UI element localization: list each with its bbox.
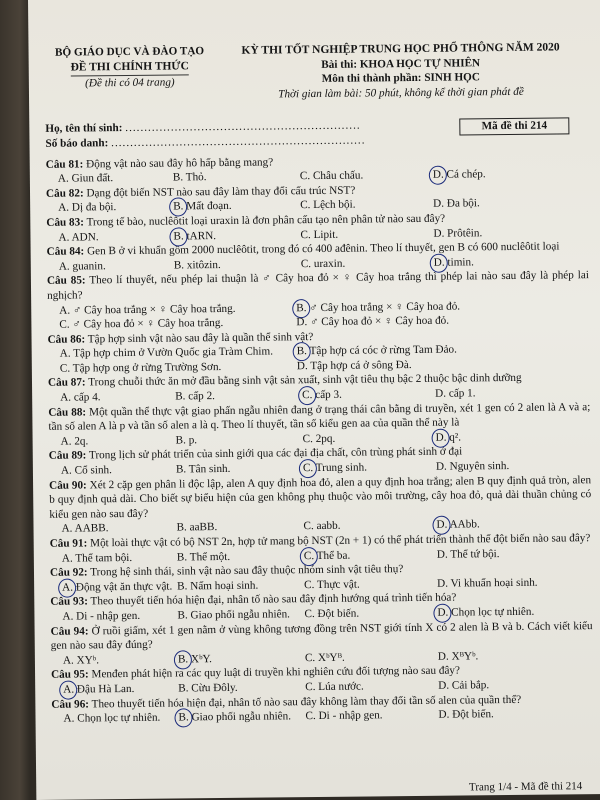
question-stem: Câu 86: Tập hợp sinh vật nào sau đây là quần thể sinh vật? [47,330,314,346]
answer-option[interactable]: C. Lệch bội. [300,198,356,212]
question-stem: Câu 85: Theo lí thuyết, nếu phép lai thuận là ♂ Cây hoa đỏ × ♀ Cây hoa trắng thì phép lai nào sau đây là phép lai nghịch? [46,269,589,302]
answer-option[interactable]: A. XYᵇ. [62,654,100,667]
question-number: Câu 88: [48,406,87,419]
question-stem: Câu 91: Một loài thực vật có bộ NST 2n, hợp tử mang bộ NST (2n + 1) có thể phát triển thành thể đột biến nào sau đây? [49,532,591,550]
answer-option[interactable]: A. Di - nhập gen. [62,609,141,623]
answer-option[interactable]: D. Cải bắp. [438,679,490,692]
question-number: Câu 83: [46,216,85,229]
answer-option[interactable]: B. Nấm hoại sinh. [177,579,259,593]
subject-name: Môn thi thành phần: SINH HỌC [321,71,481,86]
answer-option[interactable]: A. AABB. [61,522,109,536]
answer-option[interactable]: C. Di - nhập gen. [305,709,383,723]
question-number: Câu 93: [50,595,88,609]
question-number: Câu 84: [46,245,85,258]
answer-option-circled[interactable]: D. q². [436,429,591,445]
question-stem: Câu 88: Một quần thể thực vật giao phấn ngẫu nhiên đang ở trạng thái cân bằng di truyền, xét 1 gen có 2 alen là A và a; tần số alen A là p và tần số alen a là q. Theo lí thuyết, tần số kiểu gen aa của quần thể này là [48,400,591,434]
answer-option-circled[interactable]: D. Chọn lọc tự nhiên. [437,604,592,620]
question-number: Câu 85: [46,274,86,288]
answer-option[interactable]: A. cấp 4. [60,391,101,404]
answer-option[interactable]: D. Vi khuẩn hoại sinh. [437,576,538,590]
question-number: Câu 89: [48,449,87,463]
answer-option[interactable]: C. ♂ Cây hoa đỏ × ♀ Cây hoa trắng. [59,317,224,331]
candidate-fields [45,119,365,152]
answer-option[interactable]: C. XᵇYᴮ. [304,651,345,664]
answer-option[interactable]: A. 2q. [60,435,89,448]
answer-option[interactable]: B. Giao phối ngẫu nhiên. [177,608,290,622]
answer-option[interactable]: B. cấp 2. [175,390,216,403]
question-number: Câu 82: [45,187,84,200]
answer-option[interactable]: B. Thể một. [176,550,231,564]
answer-option[interactable]: D. Đột biến. [438,708,494,721]
answer-option[interactable]: B. Cừu Đôly. [178,681,238,695]
question-item [47,239,589,274]
answer-option[interactable]: D. cấp 1. [435,387,476,400]
exam-code-box: Mã đề thi 214 [459,118,569,136]
answer-option[interactable]: A. ADN. [58,230,99,244]
answer-option-circled[interactable]: A. Đậu Hà Lan. [63,681,178,697]
candidate-id-row [45,133,365,151]
answer-option[interactable]: B. aaBB. [176,521,218,534]
candidate-id-dots: ................................................................... [111,134,366,150]
answer-option[interactable]: A. Cổ sinh. [60,464,112,477]
answer-option[interactable]: B. p. [175,434,198,447]
answer-option[interactable]: B. Tân sinh. [175,462,231,476]
answer-option[interactable]: C. Tập hợp ong ở rừng Trường Sơn. [59,360,222,375]
question-item [46,152,588,187]
official-label: ĐỀ THI CHÍNH THỨC [70,59,188,77]
question-stem: Câu 81: Động vật nào sau đây hô hấp bằng mang? [45,156,274,171]
question-item [46,181,588,216]
answer-option[interactable]: A. Dị đa bội. [58,201,117,215]
question-stem: Câu 89: Trong lịch sử phát triển của sinh giới qua các đại địa chất, côn trùng phát sinh ở đại [48,445,463,463]
answer-option[interactable]: C. Đột biến. [304,607,360,621]
question-number: Câu 90: [49,479,87,492]
question-stem: Câu 96: Theo thuyết tiến hóa hiện đại, nhân tố nào sau đây không làm thay đổi tần số alen của quần thể? [51,693,522,711]
answer-option[interactable]: C. 2pq. [302,432,336,445]
page-footer: Trang 1/4 - Mã đề thi 214 [468,780,583,794]
answer-option[interactable]: A. guanin. [58,259,106,273]
answer-option[interactable]: A. Chọn lọc tự nhiên. [63,711,161,725]
question-item [50,531,592,566]
candidate-name-label: Họ, tên thí sinh: [45,122,123,136]
question-list [46,152,594,727]
answer-option-circled[interactable]: D. timin. [434,254,589,270]
question-number: Câu 91: [49,537,88,550]
answer-option[interactable]: D. ♂ Cây hoa đỏ × ♀ Cây hoa đỏ. [296,314,450,329]
answer-option[interactable]: C. Châu chấu. [299,169,364,183]
candidate-id-label: Số báo danh: [45,137,109,150]
exam-paper [28,0,600,800]
question-item [47,268,590,332]
answer-option-circled[interactable]: B. Giao phối ngẫu nhiên. [178,709,305,725]
question-item [46,210,588,245]
test-name: Bài thi: KHOA HỌC TỰ NHIÊN [321,56,481,71]
answer-options [48,341,590,376]
question-item [49,444,591,479]
candidate-info [45,117,587,152]
answer-option[interactable]: C. Lúa nước. [305,680,364,694]
ministry-name: BỘ GIÁO DỤC VÀ ĐÀO TẠO [54,45,205,59]
answer-option-circled[interactable]: B. tARN. [173,228,300,244]
answer-option-circled[interactable]: D. AAbb. [436,517,591,533]
question-stem: Câu 84: Gen B ở vi khuẩn gồm 2000 nuclêôtit, trong đó có 400 ađênin. Theo lí thuyết, gen B có 600 nuclêôtit loại [46,240,560,258]
pages-note: (Đề thi có 04 trang) [85,76,175,90]
exam-header [44,40,587,104]
question-stem: Câu 87: Trong chuỗi thức ăn mở đầu bằng sinh vật sản xuất, sinh vật tiêu thụ bậc 2 thuộc bậc dinh dưỡng [47,372,522,390]
answer-option[interactable]: A. Tập hợp chim ở Vườn Quốc gia Tràm Chim. [59,345,274,360]
answer-option[interactable]: D. XᴮYᵇ. [437,650,479,663]
answer-option-circled[interactable]: B. ♂ Cây hoa trắng × ♀ Cây hoa đỏ. [296,298,589,316]
question-item [48,400,590,449]
question-number: Câu 81: [45,157,84,171]
question-number: Câu 87: [47,376,86,390]
question-item [49,473,592,537]
answer-option-circled[interactable]: B. XᵇY. [178,651,305,667]
question-number: Câu 95: [51,668,89,682]
answer-option[interactable]: A. Thể tam bội. [61,551,133,565]
question-item [48,371,590,406]
answer-option-circled[interactable]: C. Thể ba. [304,547,437,563]
time-note: Thời gian làm bài: 50 phút, không kể thời gian phát đề [278,85,524,101]
answer-option-circled[interactable]: D. Cá chép. [433,166,588,182]
answer-options [47,298,589,333]
question-stem: Câu 95: Menđen phát hiện ra các quy luật di truyền khi nghiên cứu đối tượng nào sau đây? [51,664,461,682]
answer-option[interactable]: B. xitôzin. [173,258,221,272]
answer-option-circled[interactable]: C. cấp 3. [302,387,435,403]
question-stem: Câu 82: Dạng đột biến NST nào sau đây làm thay đổi cấu trúc NST? [45,184,356,200]
answer-option[interactable]: A. Giun đất. [57,172,114,185]
answer-option-circled[interactable]: C. Trung sinh. [303,460,436,476]
header-left [44,44,215,104]
answer-option-circled[interactable]: B. Tập hợp cá cóc ở rừng Tam Đảo. [297,341,590,359]
candidate-name-dots: .............................................................. [125,119,361,135]
header-right [214,40,587,102]
answer-option[interactable]: C. Lipit. [300,228,339,241]
exam-title: KỲ THI TỐT NGHIỆP TRUNG HỌC PHỔ THÔNG NĂM 2020 [241,41,560,57]
answer-option[interactable]: C. aabb. [303,520,341,533]
question-number: Câu 96: [51,697,90,711]
question-item [50,589,592,624]
question-item [47,327,589,376]
answer-option[interactable]: C. uraxin. [300,257,346,270]
question-stem: Câu 94: Ở ruồi giấm, xét 1 gen nằm ở vùng không tương đồng trên NST giới tính X có 2 alen là B và b. Cách viết kiểu gen nào sau đây đúng? [50,619,593,652]
answer-option[interactable]: D. Nguyên sinh. [435,460,510,473]
answer-option[interactable]: A. ♂ Cây hoa trắng × ♀ Cây hoa trắng. [59,302,236,317]
question-item [50,560,592,595]
answer-option-circled[interactable]: A. Động vật ăn thực vật. [62,579,177,595]
answer-option[interactable]: B. Thỏ. [172,171,207,184]
answer-option-circled[interactable]: B. Mất đoạn. [173,199,300,215]
question-stem: Câu 93: Theo thuyết tiến hóa hiện đại, nhân tố nào sau đây định hướng quá trình tiến hóa? [50,591,457,609]
question-stem: Câu 90: Xét 2 cặp gen phân li độc lập, alen A quy định hoa đỏ, alen a quy định hoa trắng; alen B quy định quả tròn, alen b quy định quả dài. Cho biết sự biểu hiện của gen không phụ thuộc vào môi trường, cây hoa đỏ, quả dài thuần chủng có kiểu gen nào sau đây? [49,473,592,521]
question-item [51,619,593,668]
question-item [51,662,593,697]
answer-option[interactable]: D. Tập hợp cá ở sông Đà. [296,358,412,373]
question-stem: Câu 83: Trong tế bào, nuclêôtit loại uraxin là đơn phân cấu tạo nên phân tử nào sau đây? [46,212,446,229]
question-stem: Câu 92: Trong hệ sinh thái, sinh vật nào sau đây thuộc nhóm sinh vật tiêu thụ? [49,563,404,579]
question-number: Câu 86: [47,333,86,346]
answer-option[interactable]: D. Prôtêin. [433,226,483,240]
answer-option[interactable]: D. Thể tứ bội. [436,547,500,561]
answer-option[interactable]: D. Đa bội. [433,197,480,211]
question-item [51,692,593,727]
answer-option[interactable]: C. Thực vật. [304,578,360,591]
question-number: Câu 92: [49,566,88,579]
question-number: Câu 94: [50,624,89,638]
